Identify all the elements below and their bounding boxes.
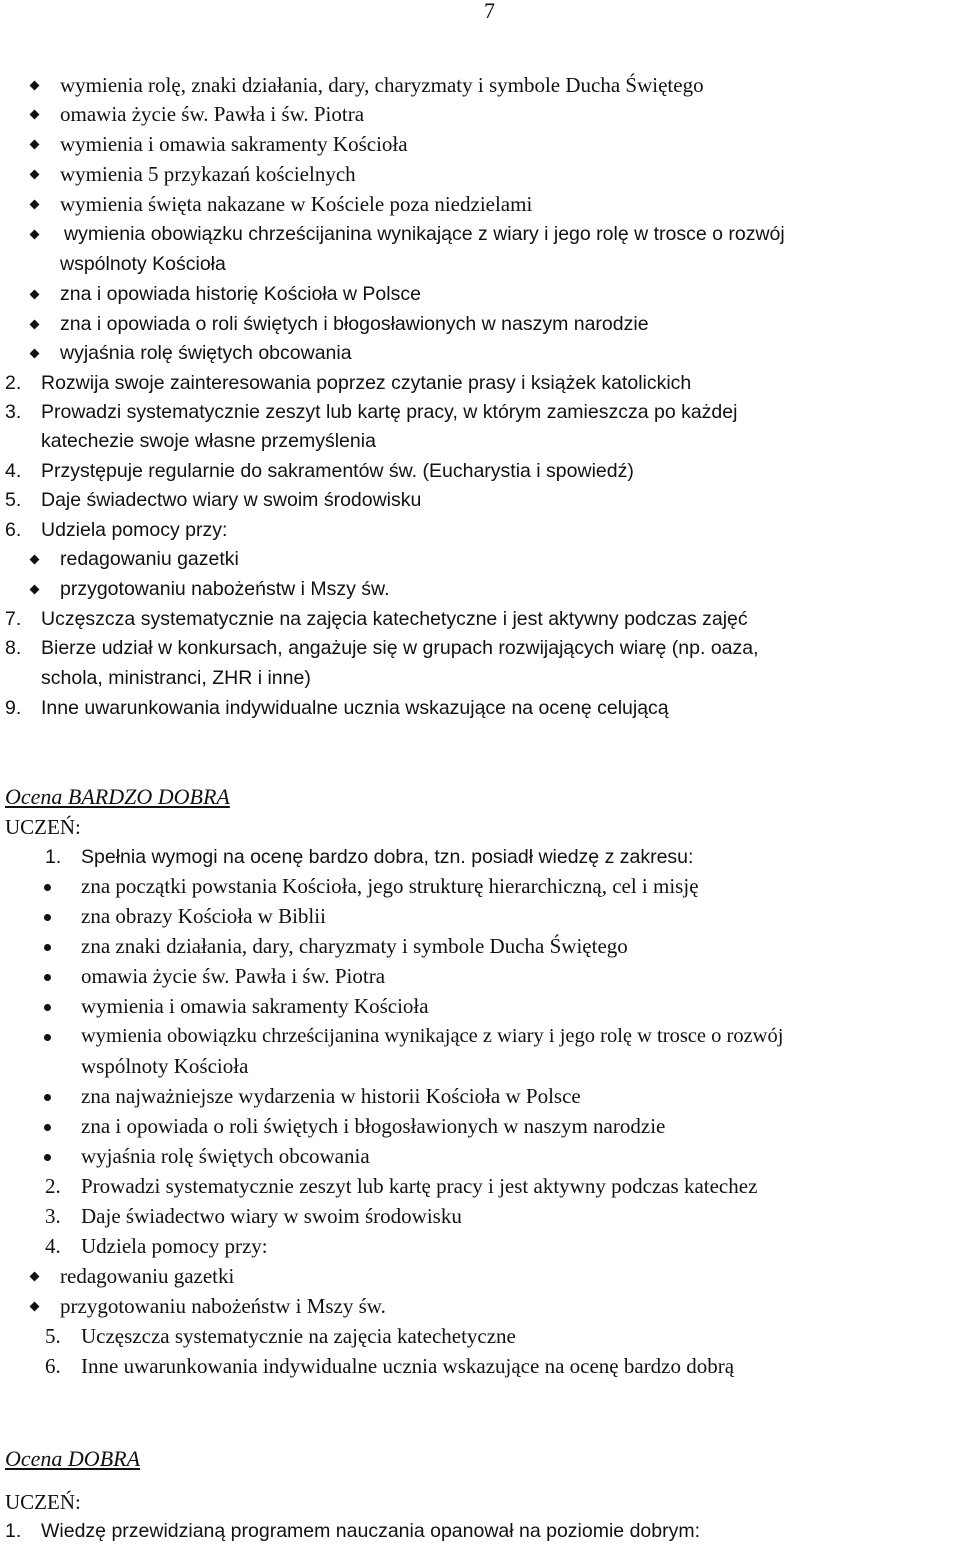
uczen-label: UCZEŃ: [5,1490,81,1514]
dot-bullet-icon [44,1124,51,1131]
diamond-bullet-icon [30,230,40,240]
dot-bullet-icon [44,884,51,891]
diamond-bullet-icon [30,1302,40,1312]
dot-bullet-icon [44,1034,51,1041]
dot-bullet-icon [44,1094,51,1101]
diamond-bullet-icon [30,290,40,300]
section-heading: Ocena DOBRA [5,1446,141,1471]
dot-bullet-icon [44,1154,51,1161]
diamond-bullet-icon [30,555,40,565]
diamond-bullet-icon [30,320,40,330]
diamond-bullet-icon [30,110,40,120]
page-number: 7 [484,0,495,23]
diamond-bullet-icon [30,1272,40,1282]
dot-bullet-icon [44,914,51,921]
dot-bullet-icon [44,974,51,981]
diamond-bullet-icon [30,170,40,180]
dot-bullet-icon [44,1004,51,1011]
dot-bullet-icon [44,944,51,951]
diamond-bullet-icon [30,200,40,210]
uczen-label: UCZEŃ: [5,815,81,839]
diamond-bullet-icon [30,81,40,91]
diamond-bullet-icon [30,140,40,150]
section-heading: Ocena BARDZO DOBRA [5,784,230,809]
diamond-bullet-icon [30,349,40,359]
diamond-bullet-icon [30,585,40,595]
